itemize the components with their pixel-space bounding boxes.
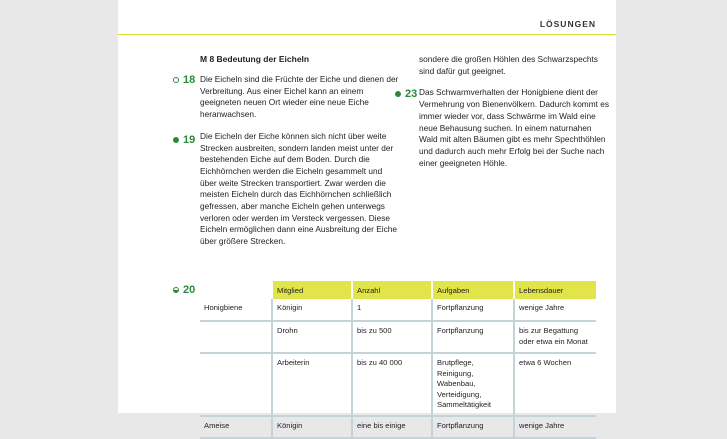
table-cell [200,321,272,353]
task-18-text: Die Eicheln sind die Früchte der Eiche und dienen der Verbreitung. Aus einer Eichel kann an einem geeigneten neuen Ort wieder eine neue Eiche heranwachsen. [200,74,399,120]
table-row [200,416,596,438]
table-cell: bis zu 500 [352,321,432,353]
table-cell: wenige Jahre [514,416,596,438]
table-cell: Arbeiterin [272,353,352,416]
table-cell: wenige Jahre [514,299,596,321]
task-number: 19 [183,134,196,146]
table-cell: Fortpflanzung [432,416,514,438]
material-heading: M 8 Bedeutung der Eicheln [200,54,310,64]
table-cell: Brutpflege, Reinigung, Wabenbau, Verteidigung, Sammeltätigkeit [432,353,514,416]
table-cell: eine bis einige [352,416,432,438]
section-label: LÖSUNGEN [539,19,596,29]
table-header-cell: Anzahl [352,281,432,299]
task-number: 18 [183,74,196,86]
table-row [200,353,596,416]
task-23-text: Das Schwarmverhalten der Honigbiene dient der Vermehrung von Bienenvölkern. Dadurch kommt es immer wieder vor, dass Schwärme im Wald eine neue Behausung suchen. In einem naturnahen Wald mit alten Bäumen gibt es mehr Spechthöhlen und dadurch auch mehr Erfolg bei der Suche nach einer geeigneten Höhle. [419,87,610,168]
table-cell: Fortpflanzung [432,321,514,353]
table-row [200,299,596,321]
table-cell: bis zu 40 000 [352,353,432,416]
table-cell: Fortpflanzung [432,299,514,321]
difficulty-empty-icon [173,77,179,83]
table-header-cell: Lebensdauer [514,281,596,299]
table-cell: Ameise [200,416,272,438]
table-cell [200,353,272,416]
table-row [200,321,596,353]
table-cell: 1 [352,299,432,321]
table-header-cell: Aufgaben [432,281,514,299]
table-cell: etwa 6 Wochen [514,353,596,416]
table-cell: Königin [272,299,352,321]
difficulty-half-icon [173,287,179,293]
table-header-cell: Mitglied [272,281,352,299]
table-cell: Honigbiene [200,299,272,321]
task-number: 23 [405,88,418,100]
task-19-text: Die Eicheln der Eiche können sich nicht über weite Strecken ausbreiten, sondern landen meist unter der bestehenden Eiche auf dem Boden. Durch die Eichhörnchen werden die Eicheln gesammelt und über weite Strecken transportiert. Zwar werden die meisten Eicheln durch das Eichhörnchen schließlich gefressen, aber manche Eicheln gehen unterwegs verloren oder werden im Versteck vergessen. Diese Eicheln ermöglichen dann eine Ausbreitung der Eiche über größere Strecken. [200,130,397,247]
members-table [200,281,596,439]
right-column [419,54,609,169]
difficulty-full-icon [395,91,401,97]
table-header-cell [200,281,272,299]
left-column [200,54,400,248]
difficulty-full-icon [173,137,179,143]
continuation-text: sondere die großen Höhlen des Schwarzspechts sind dafür gut geeignet. [419,54,598,76]
table-cell: Königin [272,416,352,438]
table-cell: Drohn [272,321,352,353]
document-page [118,0,616,430]
table-cell: bis zur Begattung oder etwa ein Monat [514,321,596,353]
table-header-row [200,281,596,299]
header-rule [118,34,616,35]
task-number: 20 [183,284,196,296]
